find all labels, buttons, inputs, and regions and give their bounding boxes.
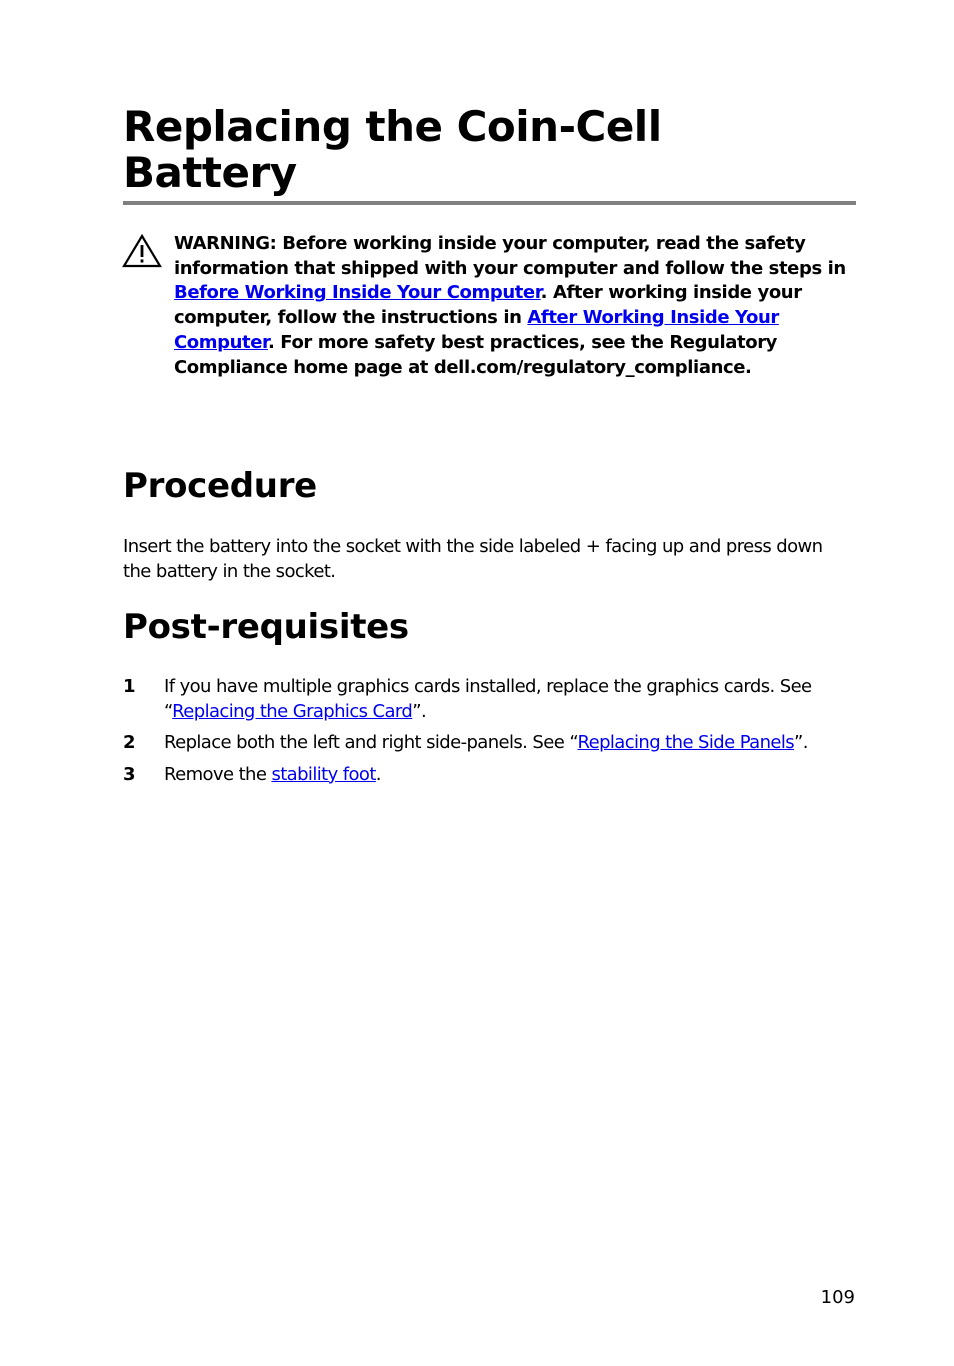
replacing-side-panels-link[interactable]: Replacing the Side Panels: [577, 732, 795, 753]
step-text: ”.: [412, 700, 427, 722]
title-rule: [123, 201, 856, 205]
page-title: Replacing the Coin-Cell Battery: [123, 102, 662, 197]
step-text: Replace both the left and right side-panels. See “: [164, 732, 578, 753]
procedure-heading: Procedure: [123, 466, 317, 506]
step-text: Remove the: [164, 763, 272, 785]
warning-text-part: . After working inside your computer, follow the instructions in: [174, 282, 802, 329]
stability-foot-link[interactable]: stability foot: [271, 763, 376, 785]
step-text: .: [375, 763, 381, 785]
warning-text-part: . For more safety best practices, see the Regulatory Compliance home page at dell.com/regulatory_compliance.: [174, 331, 778, 378]
step-text: If you have multiple graphics cards installed, replace the graphics cards. See “: [164, 676, 812, 722]
page-number: 109: [820, 1287, 855, 1308]
procedure-text: Insert the battery into the socket with the side labeled + facing up and press down the battery in the socket.: [123, 536, 823, 582]
step-text: ”.: [794, 732, 808, 753]
step-number: 1: [123, 676, 135, 697]
step-number: 2: [123, 732, 135, 753]
replacing-graphics-card-link[interactable]: Replacing the Graphics Card: [172, 700, 413, 722]
after-working-inside-link[interactable]: After Working Inside Your Computer: [174, 307, 779, 353]
warning-text-part: WARNING: Before working inside your computer, read the safety information that shipped with your computer and follow the steps in: [174, 233, 846, 279]
post-requisites-heading: Post-requisites: [123, 607, 409, 647]
post-requisites-list: [123, 675, 856, 794]
warning-triangle-icon: [122, 234, 162, 268]
list-item: [123, 731, 856, 756]
list-item: [123, 675, 856, 724]
warning-text: [174, 232, 864, 380]
before-working-inside-link[interactable]: Before Working Inside Your Computer: [174, 282, 541, 304]
step-number: 3: [123, 763, 135, 785]
list-item: [123, 763, 856, 788]
